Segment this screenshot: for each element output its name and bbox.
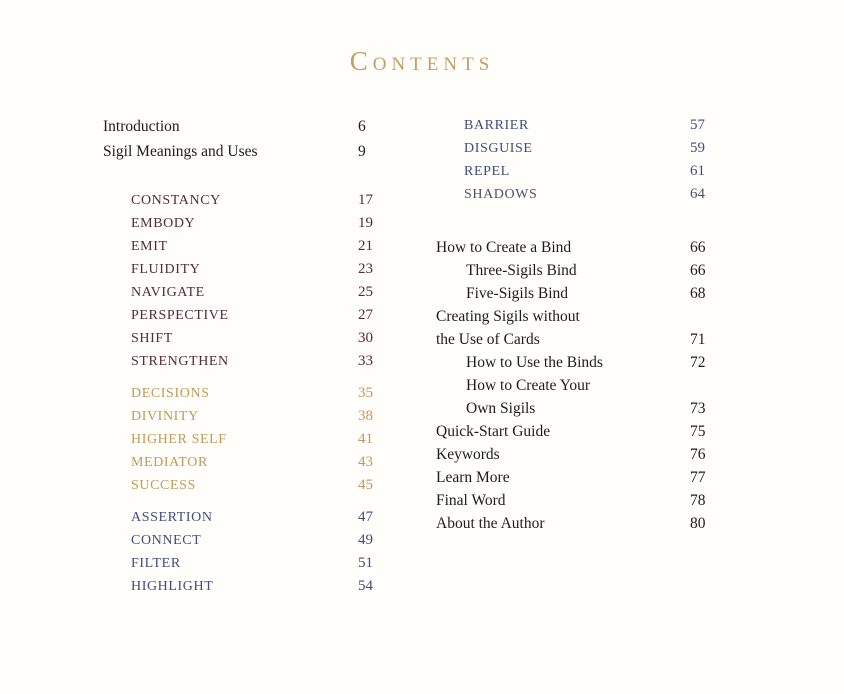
- toc-entry-page-number: 66: [690, 239, 706, 256]
- toc-entry-page-number: 17: [358, 192, 373, 208]
- toc-entry-label: Five-Sigils Bind: [466, 285, 569, 302]
- toc-entry-page-number: 41: [358, 431, 373, 447]
- toc-entry-label: EMBODY: [131, 216, 196, 231]
- toc-entry: [436, 489, 736, 512]
- toc-right-column: [436, 114, 736, 535]
- toc-entry: [436, 160, 736, 183]
- toc-entry-label: SUCCESS: [131, 478, 196, 493]
- toc-entry-label: NAVIGATE: [131, 285, 205, 300]
- toc-entry-page-number: 35: [358, 385, 373, 401]
- toc-entry-label: Creating Sigils without: [436, 308, 580, 325]
- toc-entry: [103, 235, 403, 258]
- toc-entry-page-number: 78: [690, 492, 706, 509]
- toc-group: [103, 382, 403, 497]
- toc-group: [103, 114, 403, 164]
- toc-entry-page-number: 80: [690, 515, 706, 532]
- toc-entry-label: HIGHLIGHT: [131, 579, 214, 594]
- toc-entry-page-number: 59: [690, 140, 705, 156]
- toc-entry-label: STRENGTHEN: [131, 354, 229, 369]
- toc-entry: [436, 397, 736, 420]
- toc-entry-page-number: 57: [690, 117, 705, 133]
- toc-entry: [103, 304, 403, 327]
- toc-entry-label: BARRIER: [464, 118, 529, 133]
- toc-entry-page-number: 23: [358, 261, 373, 277]
- toc-entry-label: FLUIDITY: [131, 262, 201, 277]
- toc-entry-page-number: 71: [690, 331, 706, 348]
- toc-entry: [103, 281, 403, 304]
- toc-entry-page-number: 75: [690, 423, 706, 440]
- toc-entry-label: DECISIONS: [131, 386, 210, 401]
- toc-entry-page-number: 45: [358, 477, 373, 493]
- toc-entry-page-number: 51: [358, 555, 373, 571]
- toc-left-column: [103, 114, 403, 598]
- toc-entry: [103, 139, 403, 164]
- toc-entry-page-number: 27: [358, 307, 373, 323]
- toc-entry-page-number: 66: [690, 262, 706, 279]
- toc-entry: [103, 451, 403, 474]
- toc-entry: [436, 443, 736, 466]
- toc-entry: [103, 114, 403, 139]
- toc-entry-page-number: 9: [358, 143, 366, 160]
- toc-entry: [103, 552, 403, 575]
- toc-group: [436, 114, 736, 206]
- toc-entry: [103, 428, 403, 451]
- toc-entry-page-number: 73: [690, 400, 706, 417]
- toc-entry: [103, 575, 403, 598]
- toc-entry-page-number: 64: [690, 186, 705, 202]
- toc-entry: [103, 382, 403, 405]
- toc-entry: [436, 328, 736, 351]
- toc-group: [103, 506, 403, 598]
- toc-entry: [103, 327, 403, 350]
- toc-entry-label: Final Word: [436, 492, 506, 509]
- toc-entry-page-number: 61: [690, 163, 705, 179]
- toc-entry-label: Three-Sigils Bind: [466, 262, 577, 279]
- toc-entry: [436, 114, 736, 137]
- toc-entry-label: FILTER: [131, 556, 181, 571]
- toc-entry-label: DISGUISE: [464, 141, 533, 156]
- toc-entry: [436, 137, 736, 160]
- toc-entry-label: HIGHER SELF: [131, 432, 227, 447]
- toc-entry-label: CONSTANCY: [131, 193, 221, 208]
- toc-entry: [436, 305, 736, 328]
- toc-entry-page-number: 47: [358, 509, 373, 525]
- toc-entry: [436, 259, 736, 282]
- toc-entry-label: How to Use the Binds: [466, 354, 603, 371]
- toc-entry-page-number: 25: [358, 284, 373, 300]
- toc-entry-page-number: 33: [358, 353, 373, 369]
- toc-entry-label: Sigil Meanings and Uses: [103, 143, 258, 160]
- toc-entry-label: Learn More: [436, 469, 510, 486]
- toc-entry: [103, 506, 403, 529]
- toc-entry-label: SHADOWS: [464, 187, 538, 202]
- toc-entry: [436, 282, 736, 305]
- toc-entry-page-number: 21: [358, 238, 373, 254]
- toc-entry-label: PERSPECTIVE: [131, 308, 229, 323]
- toc-entry-label: REPEL: [464, 164, 510, 179]
- toc-entry: [103, 405, 403, 428]
- toc-entry: [436, 512, 736, 535]
- toc-entry-label: Introduction: [103, 118, 180, 135]
- toc-entry-page-number: 38: [358, 408, 373, 424]
- toc-entry-label: CONNECT: [131, 533, 202, 548]
- toc-entry-page-number: 19: [358, 215, 373, 231]
- toc-entry: [436, 466, 736, 489]
- toc-entry-page-number: 54: [358, 578, 373, 594]
- toc-entry-page-number: 68: [690, 285, 706, 302]
- toc-entry: [103, 529, 403, 552]
- toc-entry: [103, 189, 403, 212]
- toc-entry: [103, 350, 403, 373]
- toc-entry-label: How to Create Your: [466, 377, 590, 394]
- toc-entry-page-number: 49: [358, 532, 373, 548]
- toc-entry-label: EMIT: [131, 239, 168, 254]
- toc-entry-label: Own Sigils: [466, 400, 536, 417]
- toc-entry-page-number: 72: [690, 354, 706, 371]
- toc-entry-label: Keywords: [436, 446, 500, 463]
- toc-entry-label: MEDIATOR: [131, 455, 208, 470]
- toc-entry-page-number: 6: [358, 118, 366, 135]
- toc-entry-page-number: 43: [358, 454, 373, 470]
- toc-entry: [103, 212, 403, 235]
- toc-entry-label: ASSERTION: [131, 510, 213, 525]
- toc-entry-page-number: 77: [690, 469, 706, 486]
- toc-group: [436, 236, 736, 535]
- toc-entry-label: the Use of Cards: [436, 331, 540, 348]
- toc-entry: [436, 420, 736, 443]
- toc-entry-label: About the Author: [436, 515, 545, 532]
- toc-entry: [436, 351, 736, 374]
- toc-entry-label: How to Create a Bind: [436, 239, 572, 256]
- toc-entry-page-number: 30: [358, 330, 373, 346]
- toc-entry: [103, 474, 403, 497]
- toc-entry: [103, 258, 403, 281]
- toc-entry-label: Quick-Start Guide: [436, 423, 551, 440]
- page-title: Contents: [349, 46, 495, 76]
- toc-entry-page-number: 76: [690, 446, 706, 463]
- toc-entry: [436, 183, 736, 206]
- toc-entry-label: DIVINITY: [131, 409, 199, 424]
- toc-entry: [436, 374, 736, 397]
- toc-group: [103, 189, 403, 373]
- toc-entry-label: SHIFT: [131, 331, 173, 346]
- toc-entry: [436, 236, 736, 259]
